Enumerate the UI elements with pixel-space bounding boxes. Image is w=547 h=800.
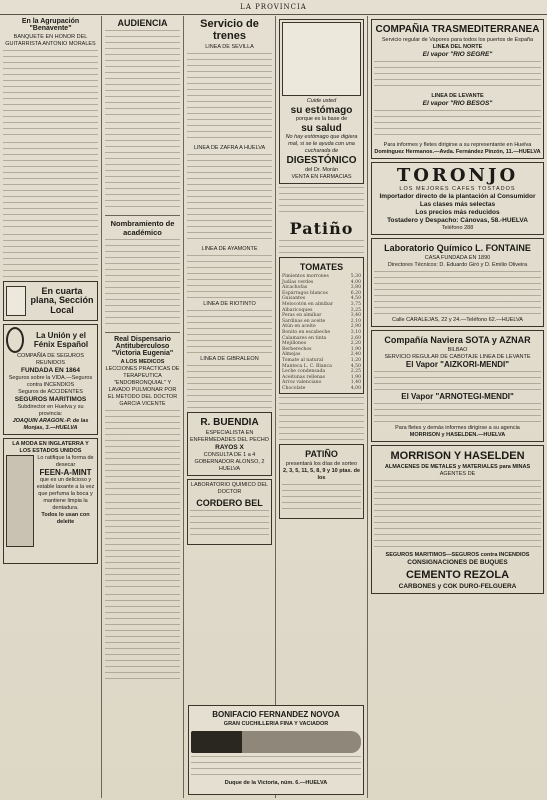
headline-academico: Nombramiento de académico: [110, 219, 175, 237]
price-item: Bonito en escabeche: [282, 329, 331, 335]
trasm-rep: Domínguez Hermanos.—Avda. Fernández Pinzón, 11.—HUELVA: [374, 149, 541, 155]
ad-body-lines: [190, 510, 269, 540]
ad-body-lines: [282, 484, 361, 514]
sota-info: Para fletes y demás informes dirigirse a su agencia: [395, 425, 520, 431]
union-fenix-subdirector: Subdirector en Huelva y su provincia:: [17, 404, 84, 418]
price-value: 2,40: [350, 352, 361, 358]
toronjo-line-4: Tostadero y Despacho: Cánovas, 58.-HUELVA: [387, 217, 528, 224]
feen-headline: LA MODA EN INGLATERRA Y LOS ESTADOS UNIDOS: [12, 441, 89, 455]
ad-digestonico: [279, 19, 364, 184]
vapor-aizkori: El Vapor "AIZKORI-MENDI": [405, 360, 510, 369]
article-body-lines: [105, 30, 180, 120]
feen-body: que es un delicioso y estable laxante a la vez que perfuma la boca y mantiene limpia la dentadura.: [36, 477, 95, 512]
buendia-city: HUELVA: [218, 466, 241, 472]
union-fenix-maritimos: SEGUROS MARITIMOS: [14, 396, 87, 404]
phoenix-emblem-icon: [6, 327, 24, 353]
patino-title: Patiño: [289, 219, 354, 238]
train-schedule-lines: [187, 255, 272, 299]
digest-line-4: su salud: [301, 123, 342, 134]
ad-buendia: [187, 412, 272, 476]
price-value: 1,40: [350, 380, 361, 386]
price-item: Mejillones: [282, 341, 307, 347]
price-item: Aceitunas rellenas: [282, 374, 326, 380]
ad-body-lines: [374, 403, 541, 423]
morrison-title: MORRISON Y HASELDEN: [390, 450, 525, 462]
sota-title: Compañía Naviera SOTA y AZNAR: [384, 335, 531, 345]
sota-rep: MORRISON y HASELDEN.—HUELVA: [409, 432, 506, 438]
price-value: 3,80: [350, 285, 361, 291]
price-item: Espárragos blancos: [282, 290, 328, 296]
ad-body-lines: [374, 61, 541, 91]
price-value: 3,25: [350, 307, 361, 313]
digest-line-3: porque es la base de: [295, 116, 348, 122]
fontaine-title: Laboratorio Químico L. FONTAINE: [384, 243, 531, 253]
linea-riotinto: LINEA DE RIOTINTO: [203, 301, 256, 307]
price-value: 2,90: [350, 324, 361, 330]
price-value: 3,75: [350, 301, 361, 307]
price-value: 4,50: [350, 296, 361, 302]
train-schedule-lines: [187, 154, 272, 244]
price-item: Chocolate: [282, 385, 306, 391]
buendia-consulta: CONSULTA DE 1 a 4: [203, 452, 256, 458]
ad-union-fenix: [3, 324, 98, 435]
subheadline-banquete: BANQUETE EN HONOR DEL GUITARRISTA ANTONIO MORALES: [5, 34, 96, 47]
article-body-lines: [3, 142, 98, 232]
feen-tagline: Lo ratifique la forma de desecar: [37, 455, 94, 469]
column-5: [368, 16, 547, 798]
vapor-rio-segre: El vapor "RIO SEGRE": [422, 51, 493, 58]
toronjo-title: TORONJO: [396, 165, 519, 186]
smiling-man-illustration: [282, 22, 361, 96]
article-body-lines: [105, 594, 180, 684]
vapor-rio-besos: El vapor "RIO BESOS": [422, 100, 493, 107]
seccion-local-box: [3, 281, 98, 321]
union-fenix-vida: Seguros sobre la VIDA.—Seguros contra INCENDIOS: [8, 375, 93, 389]
linea-norte: LINEA DEL NORTE: [432, 44, 483, 50]
price-item: Pimientos morrones: [282, 274, 329, 279]
cuchilleria-title: GRAN CUCHILLERIA FINA Y VACIADOR: [223, 721, 329, 727]
ad-morrison: [371, 445, 544, 594]
union-fenix-founded: FUNDADA EN 1864: [21, 367, 80, 375]
price-item: Judías verdes: [282, 279, 314, 285]
union-fenix-sub: COMPAÑÍA DE SEGUROS REUNIDOS: [17, 353, 84, 367]
cemento-rezola: CEMENTO REZOLA: [405, 569, 510, 581]
toronjo-line-1: Importador directo de la plantación al Consumidor: [379, 193, 536, 200]
price-value: 2,60: [350, 335, 361, 341]
train-schedule-lines: [187, 365, 272, 409]
ad-feen-a-mint: [3, 438, 98, 564]
fontaine-sub: CASA FUNDADA EN 1890: [424, 255, 491, 261]
feen-brand: FEEN-A-MINT: [39, 468, 92, 478]
union-fenix-address: JOAQUIN ARAGON.-P. de las Monjas, 3.—HUELVA: [12, 418, 89, 432]
morrison-seguros: SEGUROS MARITIMOS—SEGUROS contra INCENDIOS: [385, 552, 530, 558]
price-item: Guisantes: [282, 296, 306, 302]
price-item: Tomate al natural: [282, 357, 324, 363]
price-item: Calamares en tinta: [282, 335, 327, 341]
ad-body-lines: [374, 371, 541, 391]
article-body-lines: [105, 239, 180, 329]
linea-gibraleon: LINEA DE GIBRALEON: [200, 356, 259, 362]
train-schedule-lines: [187, 53, 272, 143]
tomates-title: TOMATES: [299, 262, 344, 272]
train-schedule-lines: [187, 310, 272, 354]
morrison-sub: ALMACENES DE METALES y MATERIALES para MINAS: [384, 464, 531, 470]
ad-sota-aznar: [371, 330, 544, 442]
feen-cta: Todos lo usan con deleite: [41, 512, 90, 526]
headline-dispensario: Real Dispensario Antituberculoso "Victoria Eugenia": [111, 336, 174, 357]
headline-trenes: Servicio de trenes: [200, 18, 259, 42]
digest-brand: DIGESTÓNICO: [286, 155, 357, 166]
toronjo-phone: Teléfono 288: [441, 225, 474, 231]
lab-cordero-name: CORDERO BEL: [196, 498, 263, 508]
divider: [105, 332, 180, 333]
article-body-lines: [105, 122, 180, 212]
morrison-agentes: AGENTES DE: [439, 471, 476, 477]
price-item: Leche condensada: [282, 369, 326, 375]
price-item: Arroz valenciano: [282, 380, 322, 386]
price-value: 6,20: [350, 290, 361, 296]
price-item: Manteca L. C. Blanca: [282, 363, 332, 369]
price-item: Berberechos: [282, 346, 312, 352]
price-value: 2,10: [350, 318, 361, 324]
article-body-lines: [105, 502, 180, 592]
trasm-title: COMPAÑIA TRASMEDITERRANEA: [375, 24, 540, 35]
tomates-pricelist: [279, 257, 364, 394]
bonifacio-title: BONIFACIO FERNANDEZ NOVOA: [212, 710, 340, 719]
patino2-sub: presentará los días de sorteo: [285, 461, 358, 468]
union-fenix-title: La Unión y el Fénix Español: [33, 331, 89, 350]
digest-line-2: su estómago: [290, 105, 353, 116]
buendia-specialty: ESPECIALISTA EN ENFERMEDADES DEL PECHO: [190, 430, 269, 443]
subheadline-medicos: A LOS MEDICOS: [120, 359, 165, 365]
ad-fontaine: [371, 238, 544, 327]
buendia-rayos: RAYOS X: [215, 444, 244, 451]
price-item: Peras en almíbar: [282, 313, 322, 319]
article-body-lines: [279, 240, 364, 254]
ad-trasmediterranea: [371, 19, 544, 159]
razor-illustration: [191, 731, 361, 753]
price-value: 1,90: [350, 374, 361, 380]
digest-line-1: Cuide usted: [306, 98, 337, 104]
ad-bonifacio: [188, 705, 364, 795]
ad-patino-sorteo: [279, 444, 364, 519]
vapor-arnotegi: El Vapor "ARNOTEGI-MENDI": [401, 392, 514, 401]
headline-agrupacion: En la Agrupación "Benavente": [21, 18, 80, 32]
article-body-lines: [3, 234, 98, 278]
linea-zafra: LINEA DE ZAFRA A HUELVA: [193, 145, 266, 151]
price-value: 2,20: [350, 341, 361, 347]
cuarta-plana-title: En cuarta plana, Sección Local: [30, 286, 94, 315]
ad-body-lines: [374, 271, 541, 315]
article-body-lines: [3, 50, 98, 140]
toronjo-line-2: Las clases más selectas: [419, 201, 496, 208]
article-body-lines: [105, 410, 180, 500]
buendia-name: R. BUENDIA: [200, 417, 259, 428]
morrison-consignaciones: CONSIGNACIONES DE BUQUES: [407, 559, 508, 566]
fontaine-directors: Directores Técnicos: D. Eduardo Giró y D. Emilio Oliveira: [387, 262, 528, 268]
price-value: 4,00: [350, 279, 361, 285]
price-value: 4,50: [350, 363, 361, 369]
sota-sub: SERVICIO REGULAR DE CABOTAJE LINEA DE LEVANTE: [384, 354, 531, 360]
digest-venta: VENTA EN FARMACIAS: [291, 174, 352, 180]
price-item: Melocotón en almíbar: [282, 301, 334, 307]
price-item: Sardinas en aceite: [282, 318, 326, 324]
column-2: [102, 16, 184, 798]
toronjo-line-3: Los precios más reducidos: [415, 209, 500, 216]
advert-image: [6, 286, 26, 316]
union-fenix-accidentes: Seguros de ACCIDENTES: [18, 389, 83, 396]
bonifacio-address: Duque de la Victoria, núm. 6.—HUELVA: [224, 780, 328, 786]
price-value: 3,10: [350, 329, 361, 335]
man-illustration: [6, 455, 34, 547]
price-item: Alcachofas: [282, 285, 308, 291]
linea-levante: LINEA DE LEVANTE: [431, 93, 484, 99]
column-1: [0, 16, 102, 798]
patino2-title: PATIÑO: [305, 449, 338, 460]
headline-audiencia: AUDIENCIA: [117, 18, 168, 28]
ad-toronjo: [371, 162, 544, 235]
digest-line-5: No hay estómago que digiera mal, si se le ayuda con una cucharada de: [285, 134, 358, 154]
trasm-sub: Servicio regular de Vapores para todos los puertos de España: [381, 37, 534, 43]
price-item: Atún en aceite: [282, 324, 316, 330]
patino2-nums: 2, 3, 5, 11, 5, 8, 9 y 10 ptas. de los: [282, 468, 361, 482]
carbones-duro: CARBONES y COK DURO-FELGUERA: [398, 583, 517, 590]
lab-cordero-title: LABORATORIO QUIMICO DEL DOCTOR: [190, 482, 269, 495]
price-row: [282, 386, 361, 392]
ad-body-lines: [374, 480, 541, 550]
linea-sevilla: LINEA DE SEVILLA: [205, 44, 254, 50]
fontaine-address: Calle CARALEJAS, 22 y 24.—Teléfono 62.—HUELVA: [392, 317, 523, 323]
buendia-address: GOBERNADOR ALONSO, 2: [194, 459, 265, 465]
article-body-lines: [279, 187, 364, 217]
price-value: 4,00: [350, 385, 361, 391]
column-3: [184, 16, 276, 798]
price-value: 2,25: [350, 369, 361, 375]
price-item: Almejas: [282, 352, 301, 358]
price-value: 5,30: [350, 274, 361, 279]
price-value: 3,40: [350, 313, 361, 319]
masthead: LA PROVINCIA: [0, 0, 547, 15]
price-item: Albaricoques: [282, 307, 313, 313]
subheadline-lecciones: LECCIONES PRACTICAS DE TERAPEUTICA "ENDOBRONQUIAL" Y LAVADO PULMONAR POR EL METODO DEL DOCTOR GARCIA VICENTE: [105, 366, 180, 407]
tomates-rows: [282, 274, 361, 391]
digest-doctor: del Dr. Morán: [304, 167, 338, 173]
divider: [105, 215, 180, 216]
price-value: 1,20: [350, 357, 361, 363]
ad-body-lines: [374, 110, 541, 140]
toronjo-sub: LOS MEJORES CAFES TOSTADOS: [399, 186, 516, 192]
article-body-lines: [279, 397, 364, 441]
ad-body-lines: [191, 756, 361, 778]
trasm-info: Para informes y fletes dirigirse a su representante en Huelva: [383, 142, 532, 148]
ad-cordero: [187, 479, 272, 545]
price-value: 1,90: [350, 346, 361, 352]
sota-city: BILBAO: [447, 347, 468, 353]
column-4: [276, 16, 368, 798]
linea-ayamonte: LINEA DE AYAMONTE: [201, 246, 258, 252]
